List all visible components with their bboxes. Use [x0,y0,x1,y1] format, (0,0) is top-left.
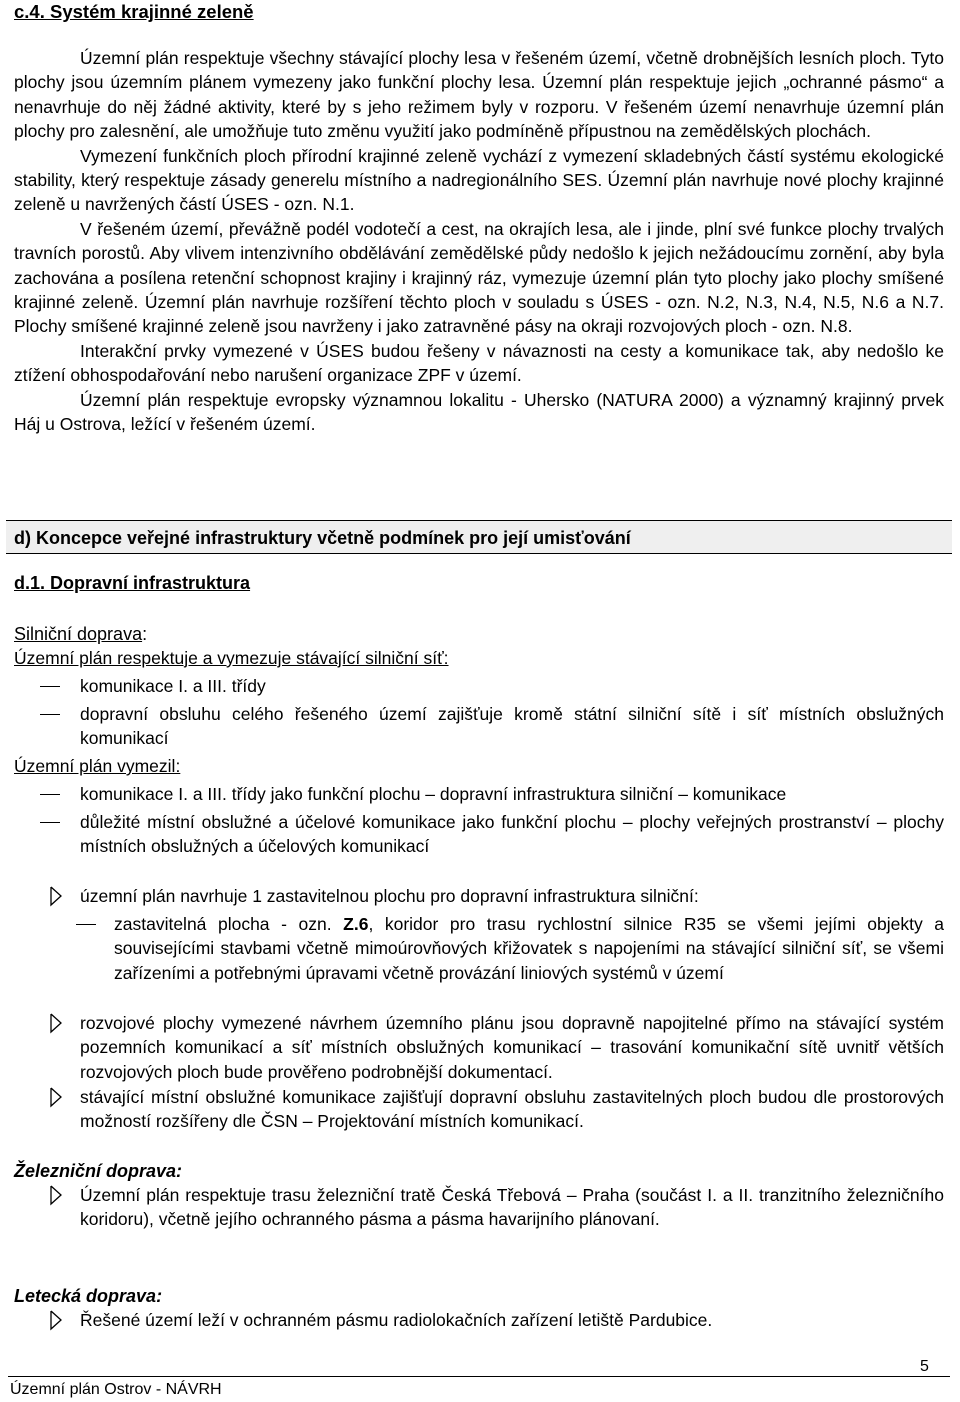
dash-bullet-icon [40,714,60,715]
footer-divider [8,1376,950,1377]
section-d-title: d) Koncepce veřejné infrastruktury včetně podmínek pro její umisťování [14,528,631,548]
document-page: c.4. Systém krajinné zeleně Územní plán respektuje všechny stávající plochy lesa v řešeném území, včetně drobnějších lesních ploch. Tyto plochy jsou územním plánem vymezeny jako funkční plochy lesa. Územní plán respektuje jejich „ochranné pásmo“ a nenavrhuje do něj žádné aktivity, které by s jeho režimem byly v rozporu. V řešeném území nenavrhuje územní plán plochy pro zalesnění, ale umožňuje tuto změnu využití jako podmíněně přípustnou na zemědělských plochách. Vymezení funkčních ploch přírodní krajinné zeleně vychází z vymezení skladebných částí systému ekologické stability, který respektuje zásady generelu místního a nadregionálního SES. Územní plán navrhuje nové plochy krajinné zeleně u navržených částí ÚSES - ozn. N.1. V řešeném území, převážně podél vodotečí a cest, na okrajích lesa, ale i jinde, plní své funkce plochy trvalých travních porostů. Aby vlivem intenzivního obdělávání zemědělské půdy nedošlo k jejich nežádoucímu zornění, aby byla zachována a posílena retenční schopnost krajiny i krajinný ráz, vymezuje územní plán tyto plochy jako plochy smíšené krajinné zeleně. Územní plán navrhuje rozšíření těchto ploch v souladu s ÚSES - ozn. N.2, N.3, N.4, N.5, N.6 a N.7. Plochy smíšené krajinné zeleně jsou navrženy i jako zatravněné pásy na okraji rozvojových ploch - ozn. N.8. Interakční prvky vymezené v ÚSES budou řešeny v návaznosti na cesty a komunikace tak, aby nedošlo ke ztížení obhospodařování nebo narušení organizace ZPF v území. Územní plán respektuje evropsky významnou lokalitu - Uhersko (NATURA 2000) a významný krajinný prvek Háj u Ostrova, ležící v řešeném území. d) Koncepce veřejné infrastruktury včetně podmínek pro její umisťování d.1. Dopravní infrastruktura Silniční doprava: Územní plán respektuje a vymezuje stávající silniční síť: komunikace I. a III. třídy dopravní obsluhu celého řešeného území zajišťuje kromě státní silniční sítě i síť místních obslužných komunikací Územní plán vymezil: komunikace I. a III. třídy jako funkční plochu – dopravní infrastruktura silniční – komunikace důležité místní obslužné a účelové komunikace jako funkční plochu – plochy veřejných prostranství – plochy místních obslužných a účelových komunikací územní plán navrhuje 1 zastavitelnou plochu pro dopravní infrastruktura silniční: zastavitelná plocha - ozn. Z.6, koridor pro trasu rychlostní silnice R35 se všemi jejími objekty a souvisejícími stavbami včetně mimoúrovňových křižovatek s napojeními na stávající silniční síť, se všemi zařízeními a potřebnými úpravami včetně provázání liniových systémů v území rozvojové plochy vymezené návrhem územního plánu jsou dopravně napojitelné přímo na stávající systém pozemních komunikací a síť místních obslužných komunikací – trasování komunikační sítě uvnitř větších rozvojových ploch bude prověřeno podrobnější dokumentací. stávající místní obslužné komunikace zajišťují dopravní obsluhu zastavitelných ploch budou dle prostorových možností rozšířeny dle ČSN – Projektování místních komunikací. Železniční doprava: Územní plán respektuje trasu železniční tratě Česká Třebová – Praha (součást I. a II. tranzitního železničního koridoru), včetně jejího ochranného pásma a pásma havarijního plánovaní. Letecká doprava: Řešené území leží v ochranném pásmu radiolokačních zařízení letiště Pardubice. 5 Územní plán Ostrov - NÁVRH [0,0,960,1400]
footer-document-title: Územní plán Ostrov - NÁVRH [10,1381,222,1398]
triangle-bullet-icon [48,1308,64,1332]
dash-bullet-icon [40,686,60,687]
road-respects-label: Územní plán respektuje a vymezuje stávající silniční síť: [14,648,449,668]
dash-bullet-icon [40,822,60,823]
paragraph: Územní plán respektuje evropsky významnou lokalitu - Uhersko (NATURA 2000) a významný krajinný prvek Háj u Ostrova, ležící v řešeném území. [14,389,944,435]
triangle-bullet-icon [48,1085,64,1109]
road-defined-label: Územní plán vymezil: [14,756,181,776]
dash-bullet-icon [40,794,60,795]
paragraph: Územní plán respektuje všechny stávající plochy lesa v řešeném území, včetně drobnějších lesních ploch. Tyto plochy jsou územním plánem vymezeny jako funkční plochy lesa. Územní plán respektuje jejich „ochranné pásmo“ a nenavrhuje do něj žádné aktivity, které by s jeho režimem byly v rozporu. V řešeném území nenavrhuje územní plán plochy pro zalesnění, ale umožňuje tuto změnu využití jako podmíněně přípustnou na zemědělských plochách. [14,48,944,142]
paragraph: V řešeném území, převážně podél vodotečí a cest, na okrajích lesa, ale i jinde, plní své funkce plochy trvalých travních porostů. Aby vlivem intenzivního obdělávání zemědělské půdy nedošlo k jejich nežádoucímu zornění, aby byla zachována a posílena retenční schopnost krajiny i krajinný ráz, vymezuje územní plán tyto plochy jako plochy smíšené krajinné zeleně. Územní plán navrhuje rozšíření těchto ploch v souladu s ÚSES - ozn. N.2, N.3, N.4, N.5, N.6 a N.7. Plochy smíšené krajinné zeleně jsou navrženy i jako zatravněné pásy na okraji rozvojových ploch - ozn. N.8. [14,218,944,337]
road-heading: Silniční doprava: [14,624,148,644]
rail-heading: Železniční doprava: [14,1161,183,1181]
section-d-banner [6,520,952,554]
dash-bullet-icon [76,924,96,925]
triangle-bullet-icon [48,1011,64,1035]
page-number: 5 [920,1358,929,1375]
section-heading-c4: c.4. Systém krajinné zeleně [14,1,254,22]
triangle-bullet-icon [48,884,64,908]
paragraph: Vymezení funkčních ploch přírodní krajinné zeleně vychází z vymezení skladebných částí systému ekologické stability, který respektuje zásady generelu místního a nadregionálního SES. Územní plán navrhuje nové plochy krajinné zeleně u navržených částí ÚSES - ozn. N.1. [14,145,944,215]
subsection-heading-d1: d.1. Dopravní infrastruktura [14,573,251,593]
paragraph: Interakční prvky vymezené v ÚSES budou řešeny v návaznosti na cesty a komunikace tak, aby nedošlo ke ztížení obhospodařování nebo narušení organizace ZPF v území. [14,340,944,386]
triangle-bullet-icon [48,1183,64,1207]
section-c4-body [14,46,944,437]
air-heading: Letecká doprava: [14,1286,163,1306]
